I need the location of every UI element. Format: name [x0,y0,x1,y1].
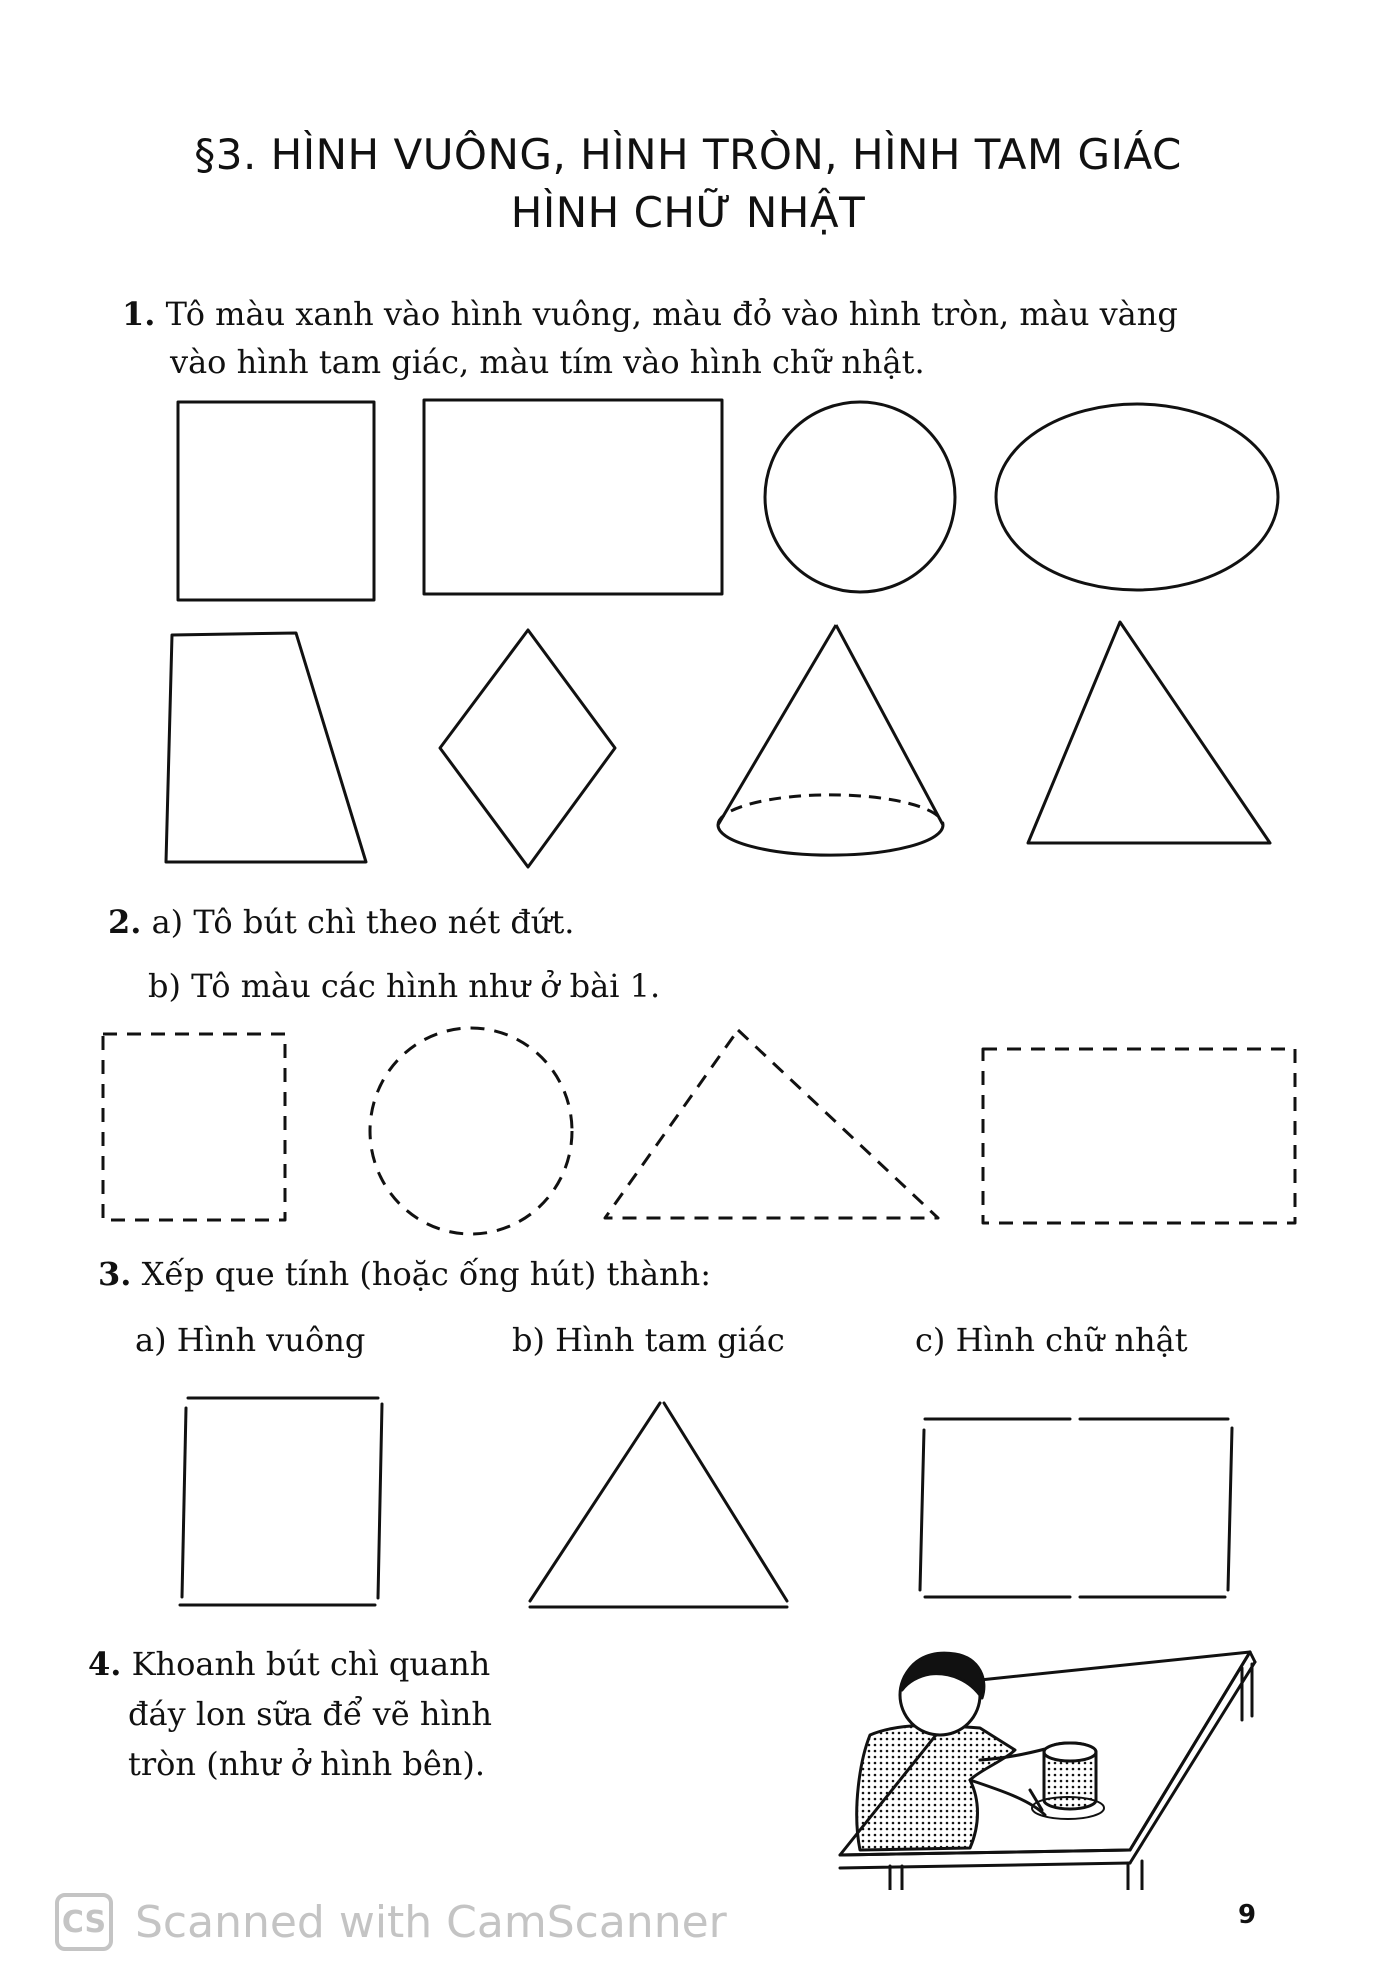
ex2-dashed-circle [370,1028,572,1234]
exercise-1-line2: vào hình tam giác, màu tím vào hình chữ nhật. [170,343,925,381]
ex2-dashed-rectangle [983,1049,1295,1223]
page-number: 9 [1238,1900,1257,1930]
exercise-3-option-c: c) Hình chữ nhật [915,1321,1188,1359]
ex1-rhombus [440,630,615,867]
ex3-stick-rectangle [920,1419,1232,1597]
ex2-dashed-square [103,1034,285,1220]
ex1-rectangle [424,400,722,594]
camscanner-logo-icon: CS [55,1893,113,1951]
ex1-circle [765,402,955,592]
ex1-ellipse [996,404,1278,590]
exercise-3-option-a: a) Hình vuông [135,1321,366,1359]
exercise-3-number: 3. [98,1255,132,1293]
ex1-triangle [1028,622,1270,843]
ex3-stick-square [180,1398,382,1605]
ex1-cone [718,625,943,855]
camscanner-watermark [55,1890,727,1954]
exercise-2-number: 2. [108,903,142,941]
section-title-line2: HÌNH CHỮ NHẬT [510,188,866,237]
child-drawing-illustration [830,1640,1270,1890]
exercise-4-text: Khoanh bút chì quanh [131,1645,491,1683]
ex1-square [178,402,374,600]
watermark-text: Scanned with CamScanner [135,1896,727,1948]
exercise-4-line2: đáy lon sữa để vẽ hình [128,1695,492,1733]
exercise-3-intro-text: Xếp que tính (hoặc ống hút) thành: [141,1255,712,1293]
exercise-1-number: 1. [122,295,156,333]
exercise-2-part-a-text: a) Tô bút chì theo nét đứt. [151,903,575,941]
ex1-trapezoid [166,633,366,862]
ex2-dashed-triangle [605,1030,938,1218]
exercise-1-text: Tô màu xanh vào hình vuông, màu đỏ vào hình tròn, màu vàng [165,295,1178,333]
exercise-3-option-b: b) Hình tam giác [512,1321,785,1359]
ex3-stick-triangle [530,1403,787,1607]
exercise-4-number: 4. [88,1645,122,1683]
section-title-line1: §3. HÌNH VUÔNG, HÌNH TRÒN, HÌNH TAM GIÁC [194,130,1182,179]
exercise-2-part-b: b) Tô màu các hình như ở bài 1. [148,967,661,1005]
exercise-4-line3: tròn (như ở hình bên). [128,1745,486,1783]
